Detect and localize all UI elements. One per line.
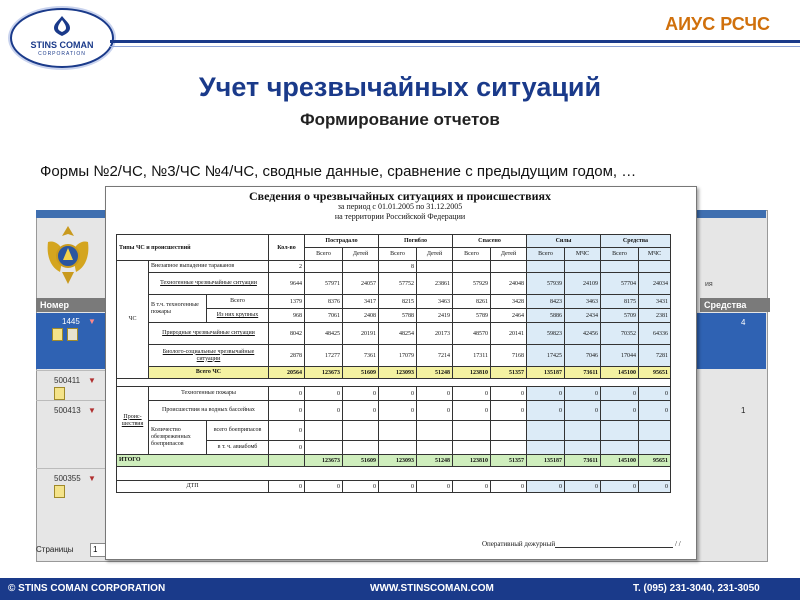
cell: 2408 bbox=[343, 309, 379, 323]
page-subtitle: Формирование отчетов bbox=[300, 110, 500, 129]
cell: 5709 bbox=[601, 309, 639, 323]
cell: 3417 bbox=[343, 295, 379, 309]
cell: 64336 bbox=[639, 323, 671, 345]
row-number-4[interactable]: 500355 bbox=[54, 474, 81, 483]
cell: 123810 bbox=[453, 367, 491, 379]
cell: 123093 bbox=[379, 455, 417, 467]
table-row bbox=[117, 261, 671, 273]
cell: 2434 bbox=[565, 309, 601, 323]
section-incidents: Проис-шествия bbox=[117, 387, 149, 455]
cell: 0 bbox=[417, 481, 453, 493]
row-label: Внезапное выпадение тараканов bbox=[149, 261, 269, 273]
brand-title: АИУС РСЧС bbox=[665, 14, 770, 34]
cell: 42456 bbox=[565, 323, 601, 345]
cell: 57704 bbox=[601, 273, 639, 295]
cell: 17311 bbox=[453, 345, 491, 367]
cell: 0 bbox=[453, 387, 491, 401]
cell: 0 bbox=[417, 387, 453, 401]
subheader: Детей bbox=[491, 248, 527, 261]
cell: 2419 bbox=[417, 309, 453, 323]
row-label: Природные чрезвычайные ситуации bbox=[149, 323, 269, 345]
cell: 0 bbox=[527, 387, 565, 401]
cell: 73611 bbox=[565, 367, 601, 379]
pager-label: Страницы bbox=[36, 545, 74, 554]
flag-icon: ▼ bbox=[88, 406, 96, 415]
cell: 0 bbox=[343, 401, 379, 421]
cell: 24048 bbox=[491, 273, 527, 295]
cell: 7061 bbox=[305, 309, 343, 323]
cell: 48254 bbox=[379, 323, 417, 345]
cell: 0 bbox=[453, 481, 491, 493]
caption: Формы №2/ЧС, №3/ЧС №4/ЧС, сводные данные, сравнение с предыдущим годом, … bbox=[40, 163, 637, 180]
row-count: 20564 bbox=[269, 367, 305, 379]
header-forces: Силы bbox=[527, 235, 601, 248]
report-territory: на территории Российской Федерации bbox=[334, 212, 466, 221]
row-count: 0 bbox=[269, 441, 305, 455]
subheader: МЧС bbox=[639, 248, 671, 261]
cell: 0 bbox=[305, 401, 343, 421]
row-label: Происшествия на водных бассейнах bbox=[149, 401, 269, 421]
table-row-grand-total bbox=[117, 455, 671, 467]
row-number-1[interactable]: 1445 bbox=[62, 317, 80, 326]
cell: 0 bbox=[417, 401, 453, 421]
row-divider bbox=[36, 468, 106, 469]
document-icon[interactable] bbox=[54, 485, 65, 498]
cell: 123673 bbox=[305, 367, 343, 379]
cell: 7046 bbox=[565, 345, 601, 367]
row-count: 1379 bbox=[269, 295, 305, 309]
row-label: ДТП bbox=[117, 481, 269, 493]
document-icon[interactable] bbox=[54, 387, 65, 400]
cell: 17425 bbox=[527, 345, 565, 367]
cell: 51248 bbox=[417, 455, 453, 467]
header-saved: Спасено bbox=[453, 235, 527, 248]
row-number-3[interactable]: 500413 bbox=[54, 406, 81, 415]
flag-icon: ▼ bbox=[88, 317, 96, 326]
cell: 0 bbox=[491, 401, 527, 421]
cell: 8215 bbox=[379, 295, 417, 309]
cell: 95651 bbox=[639, 367, 671, 379]
subheader: Детей bbox=[417, 248, 453, 261]
cell: 0 bbox=[639, 401, 671, 421]
row-count: 9644 bbox=[269, 273, 305, 295]
cell: 0 bbox=[639, 387, 671, 401]
page-title: Учет чрезвычайных ситуаций bbox=[198, 72, 602, 102]
cell: 17044 bbox=[601, 345, 639, 367]
row-count: 0 bbox=[269, 481, 305, 493]
row-divider bbox=[36, 370, 106, 371]
subheader: МЧС bbox=[565, 248, 601, 261]
cell: 57752 bbox=[379, 273, 417, 295]
cell: 24034 bbox=[639, 273, 671, 295]
column-header-funds[interactable]: Средства bbox=[700, 298, 770, 312]
row-label: Всего ЧС bbox=[149, 367, 269, 379]
subheader: Всего bbox=[527, 248, 565, 261]
cell: 8261 bbox=[453, 295, 491, 309]
package-icon[interactable] bbox=[67, 328, 78, 341]
selected-row-value: 4 bbox=[741, 318, 746, 327]
cell: 51248 bbox=[417, 367, 453, 379]
document-icon[interactable] bbox=[52, 328, 63, 341]
row-count: 0 bbox=[269, 401, 305, 421]
cell: 57939 bbox=[527, 273, 565, 295]
table-row bbox=[117, 401, 671, 421]
cell: 7281 bbox=[639, 345, 671, 367]
cell: 2464 bbox=[491, 309, 527, 323]
cell: 3428 bbox=[491, 295, 527, 309]
cell: 0 bbox=[565, 401, 601, 421]
table-row bbox=[117, 345, 671, 367]
row-number-2[interactable]: 500411 bbox=[54, 376, 81, 385]
subheader: Всего bbox=[305, 248, 343, 261]
subheader: Всего bbox=[601, 248, 639, 261]
cell: 135187 bbox=[527, 367, 565, 379]
cell: 8 bbox=[379, 261, 417, 273]
cell: 57929 bbox=[453, 273, 491, 295]
row-label: Всего bbox=[207, 295, 269, 309]
cell: 123810 bbox=[453, 455, 491, 467]
cell: 48425 bbox=[305, 323, 343, 345]
cell: 0 bbox=[453, 401, 491, 421]
table-row bbox=[117, 273, 671, 295]
flag-icon: ▼ bbox=[88, 376, 96, 385]
cell: 48570 bbox=[453, 323, 491, 345]
cell: 57971 bbox=[305, 273, 343, 295]
subgroup-munitions: Количество обезвреженных боеприпасов bbox=[149, 421, 207, 455]
cell: 0 bbox=[343, 481, 379, 493]
cell: 20191 bbox=[343, 323, 379, 345]
cell: 51357 bbox=[491, 455, 527, 467]
cell: 51609 bbox=[343, 455, 379, 467]
cell: 7361 bbox=[343, 345, 379, 367]
cell: 23861 bbox=[417, 273, 453, 295]
report-table bbox=[116, 234, 671, 493]
cell: 3463 bbox=[565, 295, 601, 309]
cell: 0 bbox=[343, 387, 379, 401]
cell: 24057 bbox=[343, 273, 379, 295]
cell: 8423 bbox=[527, 295, 565, 309]
logo-subtext: CORPORATION bbox=[38, 51, 86, 57]
header-divider bbox=[110, 40, 800, 43]
cell: 145100 bbox=[601, 455, 639, 467]
row-count: 2 bbox=[269, 261, 305, 273]
column-header-number[interactable]: Номер bbox=[36, 298, 110, 312]
row-label: Из них крупных bbox=[207, 309, 269, 323]
row-count: 0 bbox=[269, 421, 305, 441]
row-count: 2878 bbox=[269, 345, 305, 367]
side-label: ия bbox=[705, 281, 713, 288]
subheader: Всего bbox=[379, 248, 417, 261]
cell: 3431 bbox=[639, 295, 671, 309]
cell: 20141 bbox=[491, 323, 527, 345]
cell: 17079 bbox=[379, 345, 417, 367]
flag-icon: ▼ bbox=[88, 474, 96, 483]
row-count: 968 bbox=[269, 309, 305, 323]
cell: 0 bbox=[379, 387, 417, 401]
cell: 5886 bbox=[527, 309, 565, 323]
row-label: всего боеприпасов bbox=[207, 421, 269, 441]
header-injured: Пострадало bbox=[305, 235, 379, 248]
row-label: в т. ч. авиабомб bbox=[207, 441, 269, 455]
cell: 51357 bbox=[491, 367, 527, 379]
cell: 8376 bbox=[305, 295, 343, 309]
row-label: Техногенные чрезвычайные ситуации bbox=[149, 273, 269, 295]
report-title: Сведения о чрезвычайных ситуациях и происшествиях bbox=[248, 189, 552, 203]
cell: 20173 bbox=[417, 323, 453, 345]
subheader: Детей bbox=[343, 248, 379, 261]
footer-copyright: © STINS COMAN CORPORATION bbox=[8, 583, 166, 594]
cell: 0 bbox=[565, 481, 601, 493]
cell: 0 bbox=[527, 401, 565, 421]
cell: 0 bbox=[565, 387, 601, 401]
row-label: Биолого-социальные чрезвычайные ситуации bbox=[149, 345, 269, 367]
cell: 0 bbox=[491, 387, 527, 401]
cell: 70352 bbox=[601, 323, 639, 345]
cell: 0 bbox=[379, 481, 417, 493]
logo-text: STINS COMAN bbox=[30, 40, 94, 50]
duty-officer-label: Оперативный дежурный bbox=[482, 540, 556, 548]
row-3-value: 1 bbox=[741, 406, 746, 415]
signature-line bbox=[555, 547, 673, 548]
row-count: 8042 bbox=[269, 323, 305, 345]
cell: 95651 bbox=[639, 455, 671, 467]
table-row bbox=[117, 323, 671, 345]
cell: 8175 bbox=[601, 295, 639, 309]
cell: 5789 bbox=[453, 309, 491, 323]
row-count: 0 bbox=[269, 387, 305, 401]
cell: 2381 bbox=[639, 309, 671, 323]
subgroup-fires: В т.ч. техногенные пожары bbox=[149, 295, 207, 323]
cell: 73611 bbox=[565, 455, 601, 467]
cell: 0 bbox=[305, 387, 343, 401]
emergency-emblem-icon bbox=[40, 222, 96, 288]
subheader: Всего bbox=[453, 248, 491, 261]
row-divider bbox=[36, 400, 106, 401]
cell: 0 bbox=[601, 387, 639, 401]
cell: 0 bbox=[491, 481, 527, 493]
header-dead: Погибло bbox=[379, 235, 453, 248]
footer-website[interactable]: WWW.STINSCOMAN.COM bbox=[370, 583, 494, 594]
pager-select[interactable]: 1 bbox=[90, 543, 112, 557]
cell: 7214 bbox=[417, 345, 453, 367]
cell: 0 bbox=[379, 401, 417, 421]
report-period: за период с 01.01.2005 по 31.12.2005 bbox=[337, 202, 463, 211]
cell: 123673 bbox=[305, 455, 343, 467]
logo-emblem-icon bbox=[50, 14, 74, 38]
cell: 0 bbox=[601, 481, 639, 493]
table-row bbox=[117, 387, 671, 401]
cell: 24109 bbox=[565, 273, 601, 295]
row-label: ИТОГО bbox=[117, 455, 269, 467]
table-row-total bbox=[117, 367, 671, 379]
cell: 0 bbox=[305, 481, 343, 493]
cell: 123093 bbox=[379, 367, 417, 379]
header-count: Кол-во bbox=[269, 235, 305, 261]
cell: 51609 bbox=[343, 367, 379, 379]
table-row bbox=[117, 295, 671, 309]
footer-phone: Т. (095) 231-3040, 231-3050 bbox=[633, 583, 760, 594]
cell: 17277 bbox=[305, 345, 343, 367]
cell: 145100 bbox=[601, 367, 639, 379]
table-row-dtp bbox=[117, 481, 671, 493]
cell: 0 bbox=[601, 401, 639, 421]
cell: 7168 bbox=[491, 345, 527, 367]
selected-row-right[interactable] bbox=[686, 313, 766, 369]
header-divider-thin bbox=[110, 46, 800, 47]
section-chs: ЧС bbox=[117, 261, 149, 379]
company-logo bbox=[10, 8, 114, 68]
header-means: Средства bbox=[601, 235, 671, 248]
cell: 0 bbox=[639, 481, 671, 493]
cell: 3463 bbox=[417, 295, 453, 309]
cell: 5788 bbox=[379, 309, 417, 323]
signature-suffix: / / bbox=[675, 540, 681, 548]
row-label: Техногенные пожары bbox=[149, 387, 269, 401]
cell: 0 bbox=[527, 481, 565, 493]
header-type: Типы ЧС и происшествий bbox=[117, 235, 269, 261]
cell: 135187 bbox=[527, 455, 565, 467]
table-row bbox=[117, 421, 671, 441]
cell: 59823 bbox=[527, 323, 565, 345]
